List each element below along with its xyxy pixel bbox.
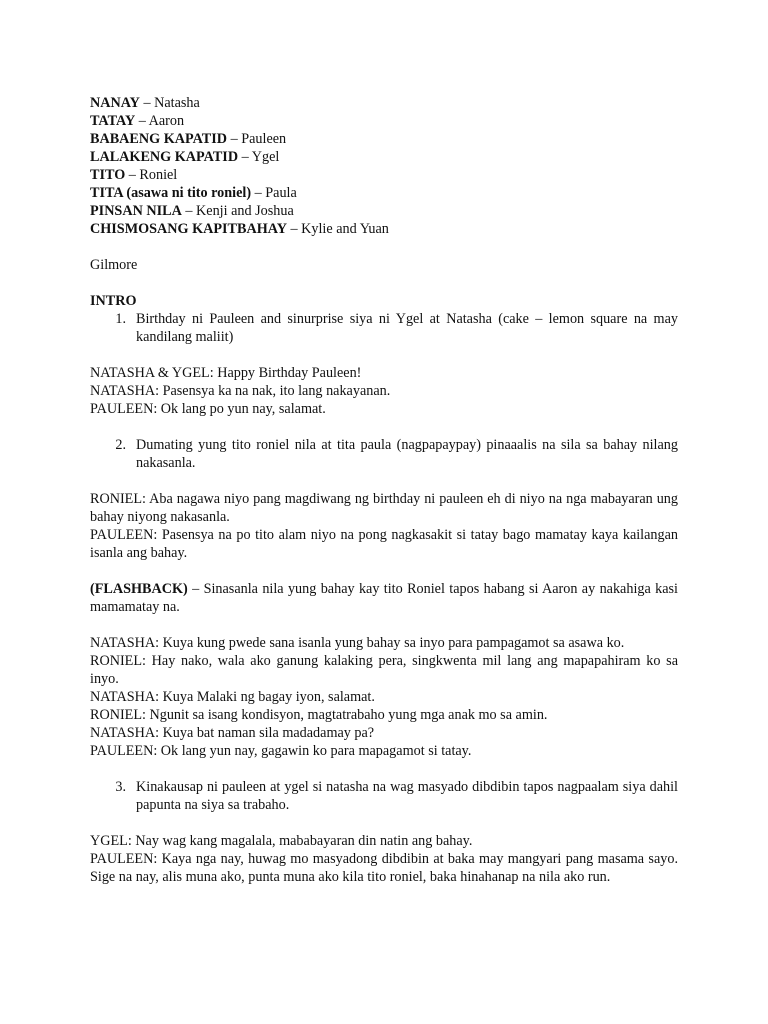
cast-line: [90, 220, 678, 238]
item-number: 1.: [115, 311, 126, 327]
item-number: 2.: [115, 437, 126, 453]
dialogue-line: RONIEL: Hay nako, wala ako ganung kalaking pera, singkwenta mil lang ang mapapahiram ko sa inyo.: [90, 653, 678, 687]
dialogue-line: PAULEEN: Ok lang yun nay, gagawin ko para mapagamot si tatay.: [90, 743, 472, 759]
cast-dash: –: [125, 167, 140, 183]
script-content: [90, 94, 678, 886]
cast-role: PINSAN NILA: [90, 203, 182, 219]
cast-name: Pauleen: [241, 131, 287, 147]
cast-line: [90, 130, 678, 148]
item-text: Birthday ni Pauleen and sinurprise siya ni Ygel at Natasha (cake – lemon square na may kandilang maliit): [136, 311, 678, 345]
spacer: [90, 346, 678, 364]
cast-role: CHISMOSANG KAPITBAHAY: [90, 221, 287, 237]
cast-dash: –: [139, 95, 155, 111]
dialogue-line: RONIEL: Aba nagawa niyo pang magdiwang ng birthday ni pauleen eh di niyo na nga mabayaran ung bahay niyong nakasanla.: [90, 491, 678, 525]
cast-line: [90, 112, 678, 130]
cast-role: NANAY: [90, 95, 140, 111]
cast-name: Aaron: [148, 113, 185, 129]
cast-dash: –: [227, 131, 242, 147]
flashback-paragraph: [90, 580, 678, 616]
cast-role: TITO: [90, 167, 126, 183]
scene-item-1: [90, 310, 678, 346]
dialogue-line: NATASHA: Kuya bat naman sila madadamay pa?: [90, 725, 375, 741]
spacer: [90, 238, 678, 256]
cast-dash: –: [135, 113, 149, 129]
cast-role: LALAKENG KAPATID: [90, 149, 239, 165]
scene-item-2: [90, 436, 678, 472]
item-text: Dumating yung tito roniel nila at tita paula (nagpapaypay) pinaaalis na sila sa bahay nilang nakasanla.: [136, 437, 678, 471]
cast-name: Kylie and Yuan: [301, 221, 389, 237]
spacer: [90, 814, 678, 832]
cast-line: [90, 166, 678, 184]
cast-role: BABAENG KAPATID: [90, 131, 228, 147]
dialogue-line: PAULEEN: Kaya nga nay, huwag mo masyadong dibdibin at baka may mangyari pang masama sayo. Sige na nay, alis muna ako, punta muna ako kila tito roniel, baka hinahanap na nila ako run.: [90, 851, 678, 885]
cast-dash: –: [286, 221, 302, 237]
cast-dash: –: [181, 203, 197, 219]
cast-dash: –: [251, 185, 266, 201]
spacer: [90, 760, 678, 778]
cast-list: [90, 94, 678, 238]
cast-line: [90, 94, 678, 112]
cast-name: Natasha: [154, 95, 200, 111]
cast-role: TITA (asawa ni tito roniel): [90, 185, 252, 201]
cast-name: Kenji and Joshua: [196, 203, 294, 219]
dialogue-line: NATASHA & YGEL: Happy Birthday Pauleen!: [90, 365, 362, 381]
item-text: Kinakausap ni pauleen at ygel si natasha na wag masyado dibdibin tapos nagpaalam siya dahil papunta na siya sa trabaho.: [136, 779, 678, 813]
intro-heading: INTRO: [90, 293, 137, 309]
cast-line: [90, 184, 678, 202]
dialogue-line: NATASHA: Kuya kung pwede sana isanla yung bahay sa inyo para pampagamot sa asawa ko.: [90, 635, 625, 651]
dialogue-line: YGEL: Nay wag kang magalala, mababayaran din natin ang bahay.: [90, 833, 473, 849]
cast-line: [90, 148, 678, 166]
dialogue-line: PAULEEN: Pasensya na po tito alam niyo na pong nagkasakit si tatay bago mamatay kaya kailangan isanla ang bahay.: [90, 527, 678, 561]
flashback-text: – Sinasanla nila yung bahay kay tito Roniel tapos habang si Aaron ay nakahiga kasi mamamatay na.: [90, 581, 678, 615]
spacer: [90, 418, 678, 436]
spacer: [90, 562, 678, 580]
dialogue-line: NATASHA: Kuya Malaki ng bagay iyon, salamat.: [90, 689, 375, 705]
cast-name: Paula: [265, 185, 297, 201]
scene-item-3: [90, 778, 678, 814]
spacer: [90, 274, 678, 292]
dialogue-line: NATASHA: Pasensya ka na nak, ito lang nakayanan.: [90, 383, 391, 399]
cast-dash: –: [238, 149, 252, 165]
spacer: [90, 616, 678, 634]
item-number: 3.: [115, 779, 126, 795]
cast-name: Roniel: [139, 167, 178, 183]
dialogue-line: RONIEL: Ngunit sa isang kondisyon, magtatrabaho yung mga anak mo sa amin.: [90, 707, 548, 723]
cast-role: TATAY: [90, 113, 136, 129]
dialogue-line: PAULEEN: Ok lang po yun nay, salamat.: [90, 401, 326, 417]
flashback-label: (FLASHBACK): [90, 581, 188, 597]
spacer: [90, 472, 678, 490]
cast-line: [90, 202, 678, 220]
location-text: Gilmore: [90, 257, 138, 273]
cast-name: Ygel: [251, 149, 280, 165]
